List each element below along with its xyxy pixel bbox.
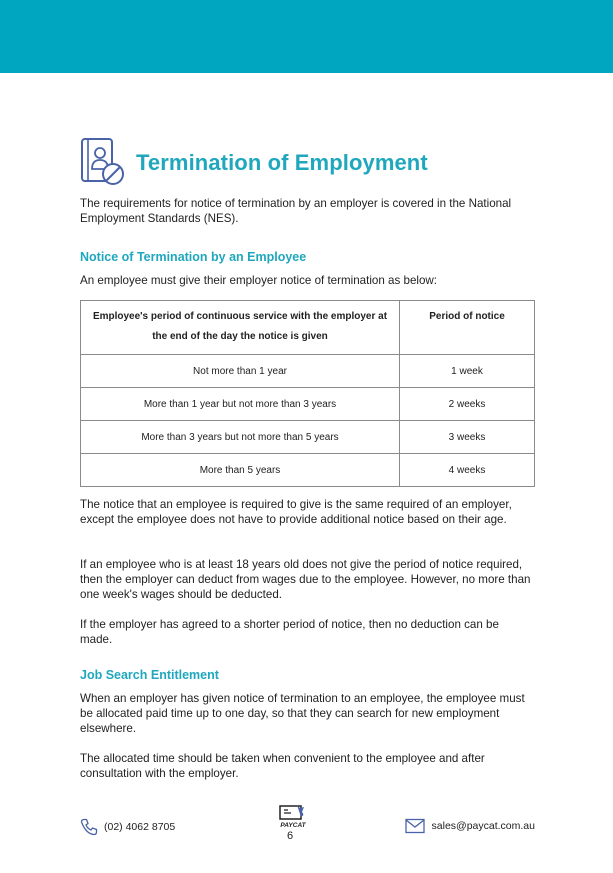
table-row (81, 454, 535, 487)
header-band (0, 0, 613, 73)
notice-cell: 4 weeks (400, 454, 535, 487)
employee-badge-no-icon (80, 136, 126, 190)
table-row (81, 388, 535, 421)
section-heading-job-search: Job Search Entitlement (80, 668, 219, 682)
notice-period-table (80, 300, 535, 487)
phone-number: (02) 4062 8705 (104, 821, 176, 833)
page-title-block (80, 136, 428, 190)
service-cell: More than 5 years (81, 454, 400, 487)
job-search-paragraph: The allocated time should be taken when convenient to the employee and after consultation with the employer. (80, 752, 485, 780)
footer-email[interactable] (405, 818, 535, 834)
column-header-service: Employee's period of continuous service with the employer at the end of the day the notice is given (81, 301, 400, 355)
employee-notice-lead: An employee must give their employer notice of termination as below: (80, 274, 438, 287)
column-header-notice: Period of notice (400, 301, 535, 355)
page-number: 6 (287, 830, 294, 842)
service-cell: More than 1 year but not more than 3 years (81, 388, 400, 421)
notice-cell: 1 week (400, 355, 535, 388)
table-header-row (81, 301, 535, 355)
page-title: Termination of Employment (136, 150, 428, 175)
footer-phone[interactable] (80, 818, 175, 836)
logo-text: PAYCAT (280, 822, 306, 829)
table-row (81, 421, 535, 454)
intro-paragraph: The requirements for notice of termination by an employer is covered in the National Employment Standards (NES). (80, 197, 512, 225)
section-heading-employee-notice: Notice of Termination by an Employee (80, 250, 307, 264)
service-cell: More than 3 years but not more than 5 years (81, 421, 400, 454)
service-cell: Not more than 1 year (81, 355, 400, 388)
table-row (81, 355, 535, 388)
email-address: sales@paycat.com.au (431, 820, 535, 832)
envelope-icon (405, 818, 425, 834)
notice-cell: 3 weeks (400, 421, 535, 454)
body-paragraph: The notice that an employee is required to give is the same required of an employer, except the employee does not have to provide additional notice based on their age. (80, 498, 512, 526)
notice-cell: 2 weeks (400, 388, 535, 421)
body-paragraph: If the employer has agreed to a shorter period of notice, then no deduction can be made. (80, 618, 499, 646)
paycat-logo (277, 803, 309, 829)
phone-icon (80, 818, 98, 836)
body-paragraph: If an employee who is at least 18 years old does not give the period of notice required, then the employer can deduct from wages due to the employee. However, no more than one week's wages should be deducted. (80, 558, 531, 601)
job-search-paragraph: When an employer has given notice of termination to an employee, the employee must be allocated paid time up to one day, so that they can search for new employment elsewhere. (80, 692, 525, 735)
